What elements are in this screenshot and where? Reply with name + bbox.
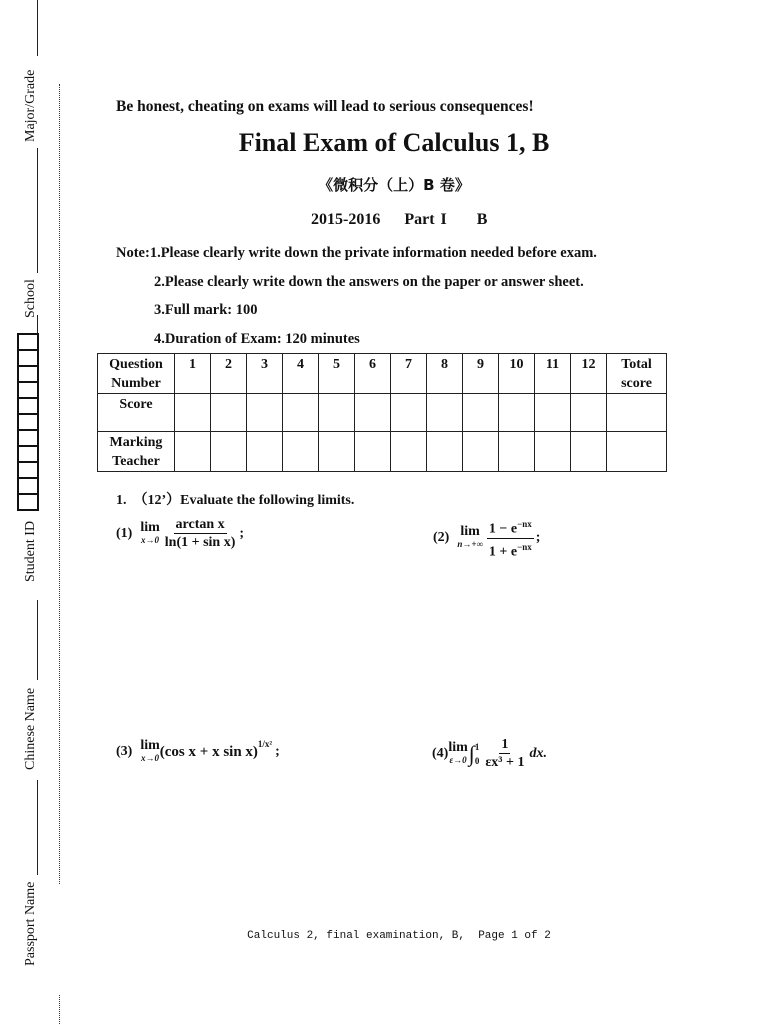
teacher-cell[interactable]: [391, 432, 427, 472]
row-header-question-number: Question Number: [98, 354, 175, 394]
exam-year-part: 2015-2016 Part I B: [311, 211, 488, 228]
student-id-box[interactable]: [17, 493, 39, 511]
score-row: [98, 394, 667, 432]
part-label: (3): [116, 744, 133, 759]
row-header-marking-teacher: Marking Teacher: [98, 432, 175, 472]
question-1-part-4: [432, 736, 547, 771]
total-score-header: Total score: [607, 354, 667, 394]
teacher-cell[interactable]: [319, 432, 355, 472]
teacher-cell[interactable]: [607, 432, 667, 472]
teacher-cell[interactable]: [535, 432, 571, 472]
score-cell[interactable]: [391, 394, 427, 432]
lim-subscript: n→+∞: [457, 539, 483, 550]
part-label: (2): [433, 530, 450, 546]
note-1: Note:1.Please clearly write down the private information needed before exam.: [116, 245, 597, 261]
teacher-cell[interactable]: [427, 432, 463, 472]
student-id-box[interactable]: [17, 477, 39, 493]
score-cell[interactable]: [247, 394, 283, 432]
teacher-cell[interactable]: [283, 432, 319, 472]
column-header: 5: [319, 354, 355, 394]
teacher-cell[interactable]: [355, 432, 391, 472]
denominator: εx³ + 1: [485, 755, 525, 770]
student-id-box[interactable]: [17, 333, 39, 349]
question-1-heading: 1. （12’）Evaluate the following limits.: [116, 493, 355, 508]
numerator: $1 - e^{-nx}$: [487, 516, 534, 539]
limit-operator: [140, 740, 159, 764]
chinese-name-label: Chinese Name: [23, 687, 38, 770]
score-cell[interactable]: [571, 394, 607, 432]
score-table: [97, 353, 667, 472]
teacher-cell[interactable]: [571, 432, 607, 472]
denominator: $1 + e^{-nx}$: [488, 541, 532, 560]
binding-line-chinese-name: [37, 780, 38, 875]
binding-line-major: [37, 148, 38, 273]
teacher-cell[interactable]: [247, 432, 283, 472]
student-id-boxes[interactable]: [17, 333, 39, 511]
limit-operator: [448, 739, 468, 766]
binding-dotted-line-bottom: [59, 995, 60, 1024]
total-score-cell[interactable]: [607, 394, 667, 432]
column-header: 12: [571, 354, 607, 394]
student-id-box[interactable]: [17, 381, 39, 397]
page-footer: Calculus 2, final examination, B, Page 1 of 2: [247, 930, 551, 942]
teacher-cell[interactable]: [175, 432, 211, 472]
score-cell[interactable]: [463, 394, 499, 432]
honesty-warning: Be honest, cheating on exams will lead to serious consequences!: [116, 98, 534, 115]
question-1-part-2: (2) lim n→+∞ $\frac{1 - e^{-nx}}{1 + e^{-nx}}$ ;: [433, 516, 540, 560]
expression-exponent: 1/x²: [257, 739, 273, 749]
column-header: 2: [211, 354, 247, 394]
integral-sign: ∫ 1 0: [468, 740, 480, 766]
score-cell[interactable]: [283, 394, 319, 432]
column-header: 7: [391, 354, 427, 394]
lim-subscript: ε→0: [449, 754, 467, 765]
student-id-box[interactable]: [17, 397, 39, 413]
fraction: [483, 736, 526, 771]
note-4: 4.Duration of Exam: 120 minutes: [154, 331, 360, 347]
score-cell[interactable]: [211, 394, 247, 432]
column-header: 9: [463, 354, 499, 394]
school-label: School: [23, 279, 38, 318]
fraction: [487, 516, 534, 560]
student-id-label: Student ID: [23, 520, 38, 582]
student-id-box[interactable]: [17, 413, 39, 429]
numerator: 1: [501, 737, 509, 752]
lim-text: lim: [448, 739, 468, 755]
lim-text: lim: [140, 519, 160, 535]
numerator: arctan x: [175, 517, 225, 532]
integral-lower: 0: [474, 755, 480, 766]
teacher-cell[interactable]: [211, 432, 247, 472]
student-id-box[interactable]: [17, 461, 39, 477]
exam-subtitle: 《微积分（上）B 卷》: [318, 176, 470, 194]
score-cell[interactable]: [355, 394, 391, 432]
student-id-box[interactable]: [17, 365, 39, 381]
column-header: 6: [355, 354, 391, 394]
note-2: 2.Please clearly write down the answers on the paper or answer sheet.: [154, 274, 584, 290]
column-header: 11: [535, 354, 571, 394]
teacher-cell[interactable]: [463, 432, 499, 472]
fraction: [163, 516, 238, 551]
lim-subscript: x→0: [141, 753, 160, 763]
lim-subscript: x→0: [141, 534, 160, 545]
question-1-part-1: (1) lim x→0 $\frac{\text{arctan x}}{\text{ln(1 + sin x)}}$ ;: [116, 517, 245, 550]
student-id-box[interactable]: [17, 349, 39, 365]
limit-operator: [140, 519, 160, 546]
passport-name-label: Passport Name: [23, 881, 38, 966]
expression-base: (cos x + x sin x): [159, 743, 258, 760]
note-3: 3.Full mark: 100: [154, 302, 258, 318]
part-label: (1): [116, 525, 133, 541]
question-1-part-3: (3) lim x→0 (cos x + x sin x) $^{1/x^2}$ ;: [116, 738, 280, 763]
column-header: 3: [247, 354, 283, 394]
integral-upper: 1: [474, 741, 480, 752]
lim-text: lim: [460, 524, 480, 540]
limit-operator: [457, 526, 483, 550]
binding-line-student-id-bottom: [37, 600, 38, 680]
exam-title: Final Exam of Calculus 1, B: [238, 128, 550, 157]
score-cell[interactable]: [427, 394, 463, 432]
part-label: (4): [432, 745, 449, 761]
column-header: 10: [499, 354, 535, 394]
major-grade-label: Major/Grade: [23, 69, 38, 142]
column-header: 4: [283, 354, 319, 394]
denominator: ln(1 + sin x): [164, 535, 236, 550]
teacher-cell[interactable]: [499, 432, 535, 472]
row-header-score: Score: [98, 394, 175, 432]
score-cell[interactable]: [319, 394, 355, 432]
score-cell[interactable]: [175, 394, 211, 432]
question-number-row: [98, 354, 667, 394]
binding-line-top: [37, 0, 38, 56]
score-cell[interactable]: [535, 394, 571, 432]
student-id-box[interactable]: [17, 429, 39, 445]
lim-text: lim: [140, 738, 160, 753]
column-header: 8: [427, 354, 463, 394]
score-cell[interactable]: [499, 394, 535, 432]
marking-teacher-row: [98, 432, 667, 472]
column-header: 1: [175, 354, 211, 394]
student-id-box[interactable]: [17, 445, 39, 461]
binding-dotted-line: [59, 84, 60, 884]
differential: dx.: [529, 745, 547, 761]
